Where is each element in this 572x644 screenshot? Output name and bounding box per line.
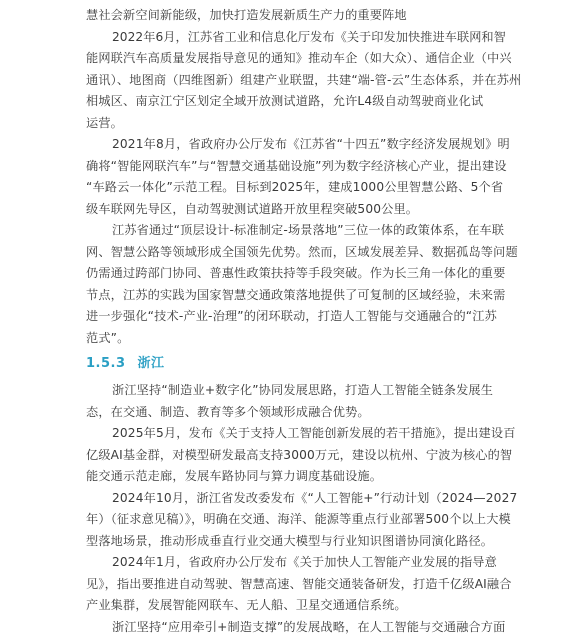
body-text-bottom [86, 380, 518, 638]
text-line: 2025年5月，发布《关于支持人工智能创新发展的若干措施》，提出建设百 [112, 426, 516, 440]
text-line: 江苏省通过“顶层设计-标准制定-场景落地”三位一体的政策体系，在车联 [112, 223, 505, 237]
text-line: 浙江坚持“制造业+数字化”协同发展思路，打造人工智能全链条发展生 [112, 383, 494, 397]
text-line: 亿级AI基金群，对模型研发最高支持3000万元，建设以杭州、宁波为核心的智 [86, 447, 513, 462]
text-line: “车路云一体化”示范工程。目标到2025年，建成1000公里智慧公路、5个省 [86, 180, 504, 194]
text-line: 进一步强化“技术-产业-治理”的闭环联动，打造人工智能与交通融合的“江苏 [86, 309, 497, 323]
section-number: 1.5.3 [86, 356, 126, 371]
text-line: 能交通示范走廊，发展车路协同与算力调度基础设施。 [86, 469, 383, 483]
text-line: 慧社会新空间新能级，加快打造发展新质生产力的重要阵地 [86, 8, 407, 22]
text-line: 确将“智能网联汽车”与“智慧交通基础设施”列为数字经济核心产业，提出建设 [86, 158, 507, 173]
text-line: 通讯）、地图商（四维图新）组建产业联盟，共建“端-管-云”生态体系，并在苏州 [86, 72, 522, 87]
text-line: 浙江坚持“应用牵引+制造支撑”的发展战略，在人工智能与交通融合方面 [112, 619, 506, 634]
text-line: 相城区、南京江宁区划定全域开放测试道路，允许L4级自动驾驶商业化试 [86, 94, 484, 108]
text-line: 能网联汽车高质量发展指导意见的通知》推动车企（如大众）、通信企业（中兴 [86, 51, 512, 65]
text-line: 节点，江苏的实践为国家智慧交通政策落地提供了可复制的区域经验，未来需 [86, 287, 506, 302]
text-line: 2024年1月，省政府办公厅发布《关于加快人工智能产业发展的指导意 [112, 555, 497, 569]
text-line: 级车联网先导区，自动驾驶测试道路开放里程突破500公里。 [86, 201, 419, 216]
text-line: 见》，指出要推进自动驾驶、智慧高速、智能交通装备研发，打造千亿级AI融合 [86, 576, 512, 591]
text-line: 运营。 [86, 115, 124, 130]
section-title: 浙江 [137, 356, 165, 371]
text-line: 2021年8月，省政府办公厅发布《江苏省“十四五”数字经济发展规划》明 [112, 137, 510, 151]
text-line: 型落地场景，推动形成垂直行业交通大模型与行业知识图谱协同演化路径。 [86, 533, 494, 548]
text-line: 网、智慧公路等领域形成全国领先优势。然而，区域发展差异、数据孤岛等问题 [86, 244, 518, 259]
text-line: 2024年10月，浙江省发改委发布《“人工智能+”行动计划（2024—2027 [112, 490, 518, 505]
text-line: 态，在交通、制造、教育等多个领域形成融合优势。 [86, 404, 370, 419]
text-line: 范式”。 [86, 330, 130, 345]
text-line: 产业集群，发展智能网联车、无人船、卫星交通通信系统。 [86, 598, 407, 612]
body-text-top [86, 5, 522, 349]
text-line: 2022年6月，江苏省工业和信息化厅发布《关于印发加快推进车联网和智 [112, 29, 506, 44]
text-line: 仍需通过跨部门协同、普惠性政策扶持等手段突破。作为长三角一体化的重要 [86, 266, 506, 280]
section-heading [86, 352, 165, 371]
text-line: 年）（征求意见稿）》，明确在交通、海洋、能源等重点行业部署500个以上大模 [86, 512, 511, 526]
